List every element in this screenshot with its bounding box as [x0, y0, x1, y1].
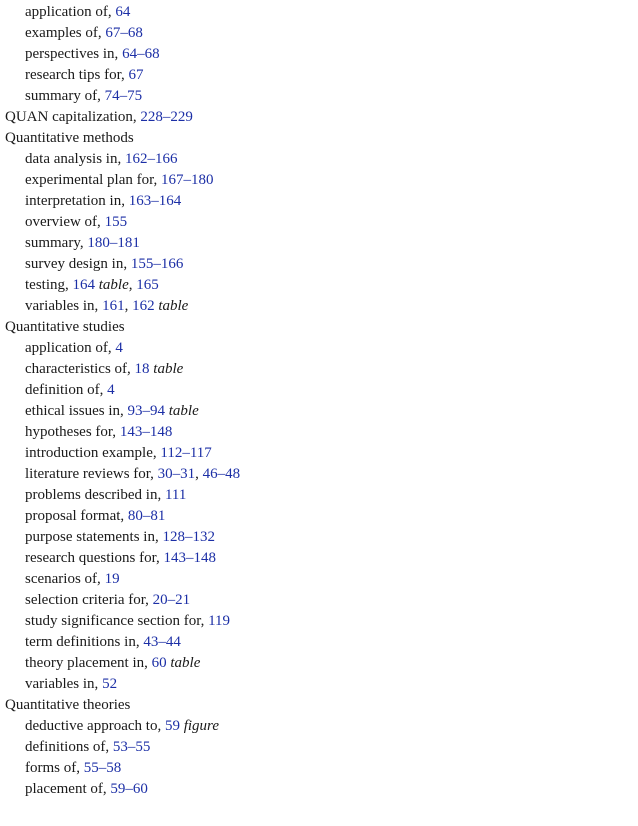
entry-text: deductive approach to, — [25, 718, 165, 734]
locator-note: table — [158, 298, 189, 314]
entry-text: QUAN capitalization, — [5, 109, 141, 125]
entry-text: hypotheses for, — [25, 424, 120, 440]
page-link[interactable]: 165 — [136, 277, 159, 293]
index-subentry — [5, 590, 638, 611]
page-link[interactable]: 55–58 — [83, 760, 122, 776]
page-link[interactable]: 180–181 — [87, 235, 140, 251]
entry-text: research tips for, — [25, 67, 129, 83]
page-link[interactable]: 143–148 — [163, 550, 217, 566]
page-link[interactable]: 60 — [151, 655, 167, 671]
index-heading — [5, 317, 638, 338]
index-subentry — [5, 569, 638, 590]
index-subentry — [5, 380, 638, 401]
entry-text: characteristics of, — [25, 361, 135, 377]
page-link[interactable]: 18 — [134, 361, 150, 377]
index-subentry — [5, 86, 638, 107]
index-subentry — [5, 401, 638, 422]
page-link[interactable]: 167–180 — [161, 172, 214, 188]
entry-text: testing, — [25, 277, 73, 293]
entry-text: research questions for, — [25, 550, 164, 566]
index-subentry — [5, 653, 638, 674]
index-subentry — [5, 275, 638, 296]
index-subentry — [5, 296, 638, 317]
locator-note: table — [168, 403, 199, 419]
page-link[interactable]: 64 — [115, 4, 131, 20]
index-heading — [5, 695, 638, 716]
page-link[interactable]: 4 — [107, 382, 115, 398]
entry-text: literature reviews for, — [25, 466, 158, 482]
index-page — [5, 2, 638, 800]
index-subentry — [5, 485, 638, 506]
entry-text: forms of, — [25, 760, 84, 776]
index-subentry — [5, 506, 638, 527]
page-link[interactable]: 53–55 — [112, 739, 151, 755]
index-subentry — [5, 632, 638, 653]
entry-text: introduction example, — [25, 445, 161, 461]
page-link[interactable]: 112–117 — [160, 445, 212, 461]
page-link[interactable]: 111 — [164, 487, 187, 503]
entry-text: perspectives in, — [25, 46, 123, 62]
index-subentry — [5, 233, 638, 254]
entry-text: survey design in, — [25, 256, 131, 272]
page-link[interactable]: 228–229 — [140, 109, 193, 125]
index-subentry — [5, 170, 638, 191]
page-link[interactable]: 64–68 — [122, 46, 160, 62]
entry-text: Quantitative methods — [5, 130, 134, 146]
entry-text: definitions of, — [25, 739, 113, 755]
index-subentry — [5, 254, 638, 275]
index-subentry — [5, 779, 638, 800]
index-subentry — [5, 716, 638, 737]
locator-note: table — [170, 655, 201, 671]
index-subentry — [5, 464, 638, 485]
page-link[interactable]: 52 — [102, 676, 118, 692]
page-link[interactable]: 30–31 — [157, 466, 196, 482]
index-subentry — [5, 212, 638, 233]
entry-text: Quantitative studies — [5, 319, 125, 335]
index-subentry — [5, 338, 638, 359]
index-subentry — [5, 23, 638, 44]
page-link[interactable]: 20–21 — [152, 592, 191, 608]
entry-text: term definitions in, — [25, 634, 144, 650]
page-link[interactable]: 67 — [128, 67, 144, 83]
entry-text: proposal format, — [25, 508, 128, 524]
index-heading — [5, 128, 638, 149]
entry-text: summary of, — [25, 88, 105, 104]
page-link[interactable]: 162–166 — [124, 151, 178, 167]
entry-text: theory placement in, — [25, 655, 152, 671]
page-link[interactable]: 143–148 — [119, 424, 173, 440]
entry-text: variables in, — [25, 676, 103, 692]
index-subentry — [5, 422, 638, 443]
index-subentry — [5, 44, 638, 65]
index-subentry — [5, 548, 638, 569]
page-link[interactable]: 46–48 — [202, 466, 241, 482]
page-link[interactable]: 163–164 — [128, 193, 182, 209]
locator-note: table, — [98, 277, 133, 293]
page-link[interactable]: 155 — [104, 214, 128, 230]
page-link[interactable]: 4 — [115, 340, 123, 356]
entry-text: purpose statements in, — [25, 529, 163, 545]
entry-text: ethical issues in, — [25, 403, 128, 419]
index-subentry — [5, 737, 638, 758]
entry-text: application of, — [25, 340, 116, 356]
page-link[interactable]: 119 — [208, 613, 231, 629]
index-subentry — [5, 674, 638, 695]
index-subentry — [5, 359, 638, 380]
entry-text: application of, — [25, 4, 116, 20]
page-link[interactable]: 67–68 — [105, 25, 143, 41]
entry-text: experimental plan for, — [25, 172, 162, 188]
page-link[interactable]: 59–60 — [110, 781, 148, 797]
entry-text: Quantitative theories — [5, 697, 131, 713]
index-subentry — [5, 149, 638, 170]
page-link[interactable]: 162 — [132, 298, 155, 314]
entry-text: interpretation in, — [25, 193, 129, 209]
entry-text: variables in, — [25, 298, 103, 314]
page-link[interactable]: 155–166 — [130, 256, 184, 272]
entry-text: summary, — [25, 235, 88, 251]
page-link[interactable]: 128–132 — [162, 529, 215, 545]
page-link[interactable]: 19 — [104, 571, 120, 587]
index-heading — [5, 107, 638, 128]
index-subentry — [5, 527, 638, 548]
entry-text: examples of, — [25, 25, 106, 41]
page-link[interactable]: 164 — [72, 277, 95, 293]
page-link[interactable]: 59 — [164, 718, 180, 734]
entry-text: overview of, — [25, 214, 105, 230]
entry-text: definition of, — [25, 382, 108, 398]
locator-note: table — [153, 361, 184, 377]
entry-text: problems described in, — [25, 487, 165, 503]
index-subentry — [5, 758, 638, 779]
entry-text: study significance section for, — [25, 613, 209, 629]
entry-text: scenarios of, — [25, 571, 105, 587]
index-subentry — [5, 443, 638, 464]
entry-text: , — [195, 466, 203, 482]
locator-note: figure — [183, 718, 219, 734]
entry-text: data analysis in, — [25, 151, 125, 167]
index-subentry — [5, 65, 638, 86]
entry-text: , — [124, 298, 133, 314]
page-link[interactable]: 43–44 — [143, 634, 181, 650]
page-link[interactable]: 93–94 — [127, 403, 165, 419]
index-subentry — [5, 611, 638, 632]
index-subentry — [5, 2, 638, 23]
page-link[interactable]: 80–81 — [127, 508, 166, 524]
entry-text: placement of, — [25, 781, 111, 797]
page-link[interactable]: 161 — [102, 298, 125, 314]
entry-text: selection criteria for, — [25, 592, 153, 608]
page-link[interactable]: 74–75 — [104, 88, 143, 104]
index-subentry — [5, 191, 638, 212]
